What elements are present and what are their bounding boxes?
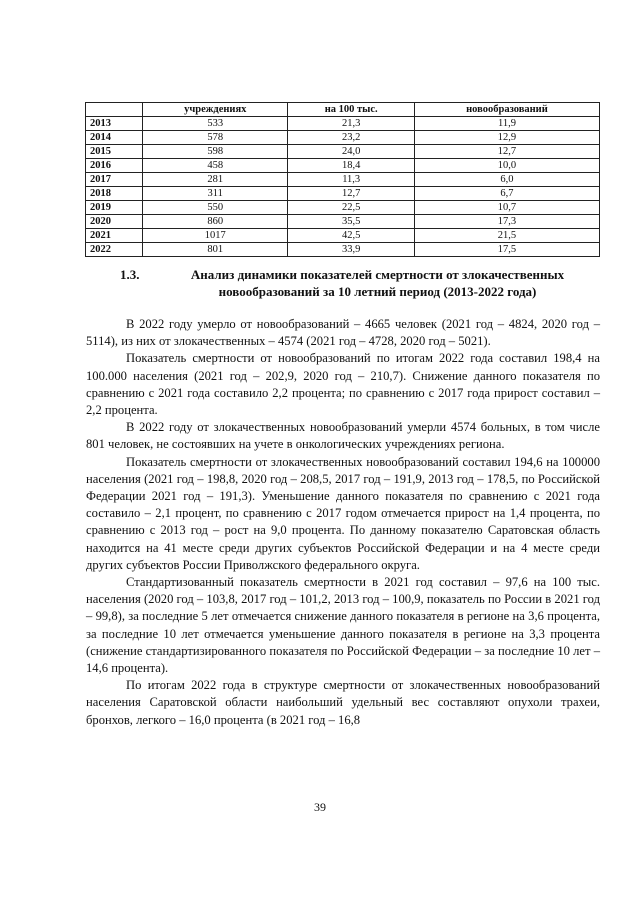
year-cell: 2022	[86, 243, 143, 257]
value-cell: 12,9	[414, 131, 599, 145]
value-cell: 10,7	[414, 201, 599, 215]
value-cell: 24,0	[288, 145, 414, 159]
mortality-table	[85, 102, 600, 257]
value-cell: 21,5	[414, 229, 599, 243]
table-header-cell: учреждениях	[143, 103, 288, 117]
value-cell: 598	[143, 145, 288, 159]
value-cell: 22,5	[288, 201, 414, 215]
value-cell: 801	[143, 243, 288, 257]
table-row	[86, 215, 600, 229]
table-row	[86, 187, 600, 201]
value-cell: 11,9	[414, 117, 599, 131]
table-row	[86, 201, 600, 215]
year-cell: 2021	[86, 229, 143, 243]
table-header-row	[86, 103, 600, 117]
page-number: 39	[314, 800, 326, 814]
value-cell: 458	[143, 159, 288, 173]
value-cell: 21,3	[288, 117, 414, 131]
value-cell: 6,0	[414, 173, 599, 187]
paragraph: По итогам 2022 года в структуре смертности от злокачественных новообразований населения Саратовской области наибольший удельный вес составляют опухоли трахеи, бронхов, легкого – 16,0 процента (в 2021 год – 16,8	[86, 678, 600, 727]
table-row	[86, 229, 600, 243]
paragraph: В 2022 году от злокачественных новообразований умерли 4574 больных, в том числе 801 человек, не состоявших на учете в онкологических учреждениях региона.	[86, 420, 600, 452]
year-cell: 2020	[86, 215, 143, 229]
value-cell: 17,5	[414, 243, 599, 257]
value-cell: 860	[143, 215, 288, 229]
value-cell: 23,2	[288, 131, 414, 145]
value-cell: 12,7	[288, 187, 414, 201]
paragraph: Показатель смертности от новообразований по итогам 2022 года составил 198,4 на 100.000 населения (2021 год – 202,9, 2020 год – 210,7). Снижение данного показателя по сравнению с 2021 года составило 2,2 процента; по сравнению с 2017 года прирост составил – 2,2 процента.	[86, 351, 600, 418]
value-cell: 35,5	[288, 215, 414, 229]
value-cell: 578	[143, 131, 288, 145]
value-cell: 281	[143, 173, 288, 187]
value-cell: 18,4	[288, 159, 414, 173]
table-header-cell: на 100 тыс.	[288, 103, 414, 117]
value-cell: 550	[143, 201, 288, 215]
value-cell: 33,9	[288, 243, 414, 257]
year-cell: 2019	[86, 201, 143, 215]
paragraph: Стандартизованный показатель смертности в 2021 год составил – 97,6 на 100 тыс. населения (2020 год – 103,8, 2017 год – 101,2, 2013 год – 100,9, показатель по России в 2021 год – 99,8), за последние 5 лет отмечается снижение данного показателя в регионе на 3,6 процента, за последние 10 лет отмечается уменьшение данного показателя в регионе на 3,3 процента (снижение стандартизированного показателя по Российской Федерации – за последние 10 лет – 14,6 процента).	[86, 575, 600, 676]
value-cell: 6,7	[414, 187, 599, 201]
section-title: Анализ динамики показателей смертности от злокачественных новообразований за 10 летний период (2013-2022 года)	[190, 267, 565, 299]
year-cell: 2016	[86, 159, 143, 173]
table-body	[86, 117, 600, 257]
body-text	[86, 316, 600, 729]
year-cell: 2014	[86, 131, 143, 145]
paragraph: Показатель смертности от злокачественных новообразований составил 194,6 на 100000 населения (2021 год – 198,8, 2020 год – 208,5, 2017 год – 191,9, 2013 год – 178,5, по Российской Федерации 2021 год – 191,3). Уменьшение данного показателя по сравнению с 2021 года составило – 2,1 процент, по сравнению с 2017 годом отмечается прирост на 1,4 процента, по сравнению с 2013 год – рост на 9,0 процента. По данному показателю Саратовская область находится на 41 месте среди других субъектов Российской Федерации и на 4 месте среди других субъектов России Приволжского федерального округа.	[86, 454, 600, 572]
year-cell: 2013	[86, 117, 143, 131]
value-cell: 17,3	[414, 215, 599, 229]
value-cell: 533	[143, 117, 288, 131]
value-cell: 311	[143, 187, 288, 201]
table-row	[86, 145, 600, 159]
paragraph: В 2022 году умерло от новообразований – 4665 человек (2021 год – 4824, 2020 год – 5114), из них от злокачественных – 4574 (2021 год – 4728, 2020 год – 5021).	[86, 317, 600, 349]
table-row	[86, 243, 600, 257]
value-cell: 11,3	[288, 173, 414, 187]
section-heading	[120, 266, 590, 300]
table-row	[86, 159, 600, 173]
year-cell: 2017	[86, 173, 143, 187]
year-cell: 2018	[86, 187, 143, 201]
section-number: 1.3.	[120, 267, 140, 282]
table-header-cell	[86, 103, 143, 117]
value-cell: 1017	[143, 229, 288, 243]
value-cell: 42,5	[288, 229, 414, 243]
table-row	[86, 173, 600, 187]
table-row	[86, 131, 600, 145]
table-row	[86, 117, 600, 131]
value-cell: 12,7	[414, 145, 599, 159]
value-cell: 10,0	[414, 159, 599, 173]
year-cell: 2015	[86, 145, 143, 159]
table-header-cell: новообразований	[414, 103, 599, 117]
